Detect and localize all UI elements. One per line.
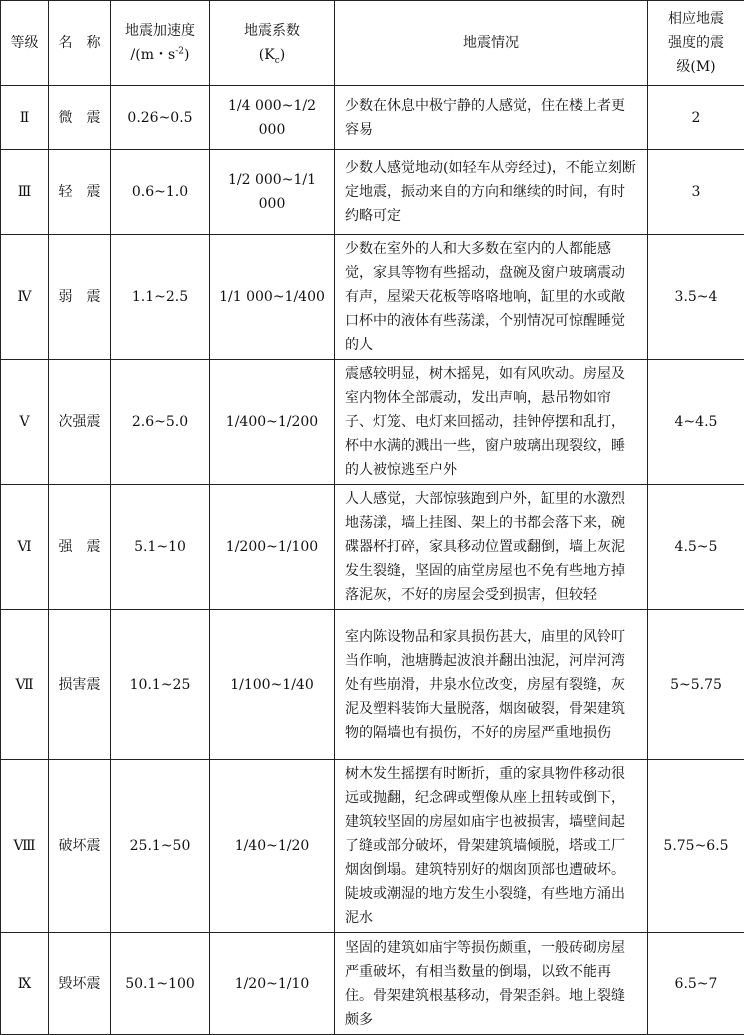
table-row <box>1 610 744 760</box>
magnitude-cell: 6.5~7 <box>648 933 744 1035</box>
magnitude-cell: 5.75~6.5 <box>648 760 744 933</box>
description-cell: 坚固的建筑如庙宇等损伤颇重，一般砖砌房屋严重破坏，有相当数量的倒塌，以致不能再住。骨架建筑根基移动，骨架歪斜。地上裂缝颇多 <box>335 933 648 1035</box>
acceleration-cell: 1.1~2.5 <box>111 235 210 360</box>
coefficient-cell: 1/400~1/200 <box>210 360 335 485</box>
acceleration-cell: 10.1~25 <box>111 610 210 760</box>
table-row <box>1 235 744 360</box>
magnitude-cell: 5~5.75 <box>648 610 744 760</box>
grade-cell: Ⅱ <box>1 86 49 150</box>
acceleration-cell: 2.6~5.0 <box>111 360 210 485</box>
header-acceleration-unit: /(m・$s^{-2}$) <box>115 43 205 67</box>
header-name: 名 称 <box>49 1 111 86</box>
grade-cell: Ⅴ <box>1 360 49 485</box>
grade-cell: Ⅲ <box>1 150 49 235</box>
acceleration-cell: 50.1~100 <box>111 933 210 1035</box>
magnitude-cell: 4~4.5 <box>648 360 744 485</box>
coefficient-cell: 1/100~1/40 <box>210 610 335 760</box>
name-cell: 微 震 <box>49 86 111 150</box>
grade-cell: Ⅶ <box>1 610 49 760</box>
header-row <box>1 1 744 86</box>
grade-cell: Ⅸ <box>1 933 49 1035</box>
grade-cell: Ⅳ <box>1 235 49 360</box>
name-cell: 弱 震 <box>49 235 111 360</box>
header-grade: 等级 <box>1 1 49 86</box>
description-cell: 室内陈设物品和家具损伤甚大，庙里的风铃叮当作响，池塘腾起波浪并翻出浊泥，河岸河湾处有些崩滑，井泉水位改变，房屋有裂缝，灰泥及塑料装饰大量脱落，烟囱破裂，骨架建筑物的隔墙也有损伤，不好的房屋严重地损伤 <box>335 610 648 760</box>
coefficient-cell: 1/4 000~1/2 000 <box>210 86 335 150</box>
coefficient-cell: 1/20~1/10 <box>210 933 335 1035</box>
acceleration-cell: 0.26~0.5 <box>111 86 210 150</box>
coefficient-cell: 1/2 000~1/1 000 <box>210 150 335 235</box>
header-coefficient-title: 地震系数 <box>214 19 330 43</box>
description-cell: 少数在休息中极宁静的人感觉，住在楼上者更容易 <box>335 86 648 150</box>
magnitude-cell: 4.5~5 <box>648 485 744 610</box>
acceleration-cell: 25.1~50 <box>111 760 210 933</box>
description-cell: 树木发生摇摆有时断折，重的家具物件移动很远或抛翻，纪念碑或塑像从座上扭转或倒下，建筑较坚固的房屋如庙宇也被损害，墙壁间起了缝或部分破坏，骨架建筑墙倾脱，塔或工厂烟囱倒塌。建筑特别好的烟囱顶部也遭破坏。陡坡或潮湿的地方发生小裂缝，有些地方涌出泥水 <box>335 760 648 933</box>
name-cell: 次强震 <box>49 360 111 485</box>
name-cell: 损害震 <box>49 610 111 760</box>
grade-cell: Ⅵ <box>1 485 49 610</box>
description-cell: 人人感觉，大部惊骇跑到户外，缸里的水激烈地荡漾，墙上挂图、架上的书都会落下来，碗碟器杯打碎，家具移动位置或翻倒，墙上灰泥发生裂缝，坚固的庙堂房屋也不免有些地方掉落泥灰，不好的房屋会受到损害，但较轻 <box>335 485 648 610</box>
header-acceleration <box>111 1 210 86</box>
header-coefficient-symbol: $(K_c)$ <box>214 43 330 67</box>
coefficient-cell: 1/40~1/20 <box>210 760 335 933</box>
magnitude-cell: 2 <box>648 86 744 150</box>
name-cell: 破坏震 <box>49 760 111 933</box>
table-row <box>1 150 744 235</box>
header-magnitude: 相应地震 强度的震 级(M) <box>648 1 744 86</box>
acceleration-cell: 0.6~1.0 <box>111 150 210 235</box>
table-row <box>1 86 744 150</box>
table-row <box>1 933 744 1035</box>
description-cell: 震感较明显，树木摇晃，如有风吹动。房屋及室内物体全部震动，发出声响，悬吊物如帘子、灯笼、电灯来回摇动，挂钟停摆和乱打，杯中水满的溅出一些，窗户玻璃出现裂纹，睡的人被惊逃至户外 <box>335 360 648 485</box>
coefficient-cell: 1/1 000~1/400 <box>210 235 335 360</box>
table-row <box>1 360 744 485</box>
grade-cell: Ⅷ <box>1 760 49 933</box>
header-coefficient <box>210 1 335 86</box>
description-cell: 少数人感觉地动(如轻车从旁经过)，不能立刻断定地震，振动来自的方向和继续的时间，有时约略可定 <box>335 150 648 235</box>
name-cell: 强 震 <box>49 485 111 610</box>
table-row <box>1 760 744 933</box>
coefficient-cell: 1/200~1/100 <box>210 485 335 610</box>
table-row <box>1 485 744 610</box>
acceleration-cell: 5.1~10 <box>111 485 210 610</box>
header-acceleration-title: 地震加速度 <box>115 19 205 43</box>
header-situation: 地震情况 <box>335 1 648 86</box>
name-cell: 毁坏震 <box>49 933 111 1035</box>
magnitude-cell: 3 <box>648 150 744 235</box>
name-cell: 轻 震 <box>49 150 111 235</box>
magnitude-cell: 3.5~4 <box>648 235 744 360</box>
description-cell: 少数在室外的人和大多数在室内的人都能感觉，家具等物有些摇动，盘碗及窗户玻璃震动有声，屋梁天花板等咯咯地响，缸里的水或敞口杯中的液体有些荡漾，个别情况可惊醒睡觉的人 <box>335 235 648 360</box>
